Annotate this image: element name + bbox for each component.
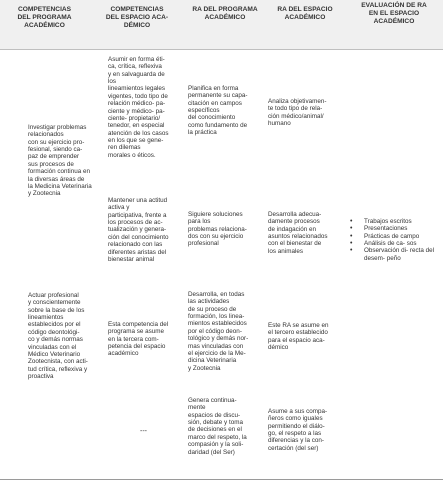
cell-ra-programa-3: Desarrolla, en todas las actividades de su proceso de formación, los linea- mientos establecidos por el código deon- tológico y demás nor- mas vinculadas con el ejercicio de la Me- dicina Veterinaria y Zootecnia [188, 291, 249, 372]
cell-ra-programa-1: Planifica en forma permanente su capa- citación en campos específicos del conocimiento como fundamento de la práctica [188, 85, 248, 137]
cell-competencia-espacio-empty: --- [140, 428, 147, 435]
table-bottom-rule [0, 479, 443, 480]
list-item: • Presentaciones [347, 225, 441, 232]
list-item: • Observación di- recta del desem- peño [347, 247, 441, 262]
header-ra-programa: RA DEL PROGRAMA ACADÉMICO [192, 6, 258, 21]
cell-ra-espacio-1: Analiza objetivamen- te todo tipo de rela- ción médico/animal/ humano [268, 98, 327, 128]
header-evaluacion-ra: EVALUACIÓN DE RA EN EL ESPACIO ACADÉMICO [361, 2, 427, 25]
cell-ra-programa-4: Genera continua- mente espacios de discu- sión, debate y toma de decisiones en el marco del respeto, la compasión y la soli- daridad (del Ser) [188, 397, 247, 456]
cell-competencia-espacio-3: Esta competencia del programa se asume en la tercera com- petencia del espacio académico [108, 321, 169, 358]
cell-competencia-programa-2: Actuar profesional y conscientemente sobre la base de los lineamientos establecidos por el código deontológi- co y demás normas vinculadas con el Médico Veterinario Zootecnista, con acti- tud crítica, reflexiva y proactiva [28, 292, 88, 380]
cell-ra-programa-2: Siguiere soluciones para los problemas relaciona- dos con su ejercicio profesional [188, 211, 247, 248]
cell-competencia-espacio-2: Mantener una actitud activa y participativa, frente a los procesos de ac- tualización y genera- ción del conocimiento relacionado con las diferentes aristas del bienestar animal [108, 197, 169, 263]
cell-competencia-espacio-1: Asumir en forma éti- ca, crítica, reflexiva y en salvaguarda de los lineamientos legales vigentes, todo tipo de relación médico- pa- ciente y médico- pa- ciente- propietario/ tenedor, en especial atención de los casos en los que se gene- ren dilemas morales o éticos. [108, 56, 169, 159]
list-item: • Trabajos escritos [347, 218, 441, 225]
header-ra-espacio: RA DEL ESPACIO ACADÉMICO [277, 6, 333, 21]
cell-competencia-programa-1: Investigar problemas relacionados con su ejercicio pro- fesional, siendo ca- paz de emprender sus procesos de formación continua en la diversas áreas de la Medicina Veterinaria y Zootecnia [28, 124, 92, 198]
header-competencias-programa: COMPETENCIAS DEL PROGRAMA ACADÉMICO [17, 6, 72, 29]
evaluation-methods-list [347, 218, 441, 262]
cell-ra-espacio-2: Desarrolla adecua- damente procesos de indagación en asuntos relacionados con el bienestar de los animales [268, 211, 328, 255]
cell-ra-espacio-4: Asume a sus compa- ñeros como iguales permitiendo el diálo- go, el respeto a las diferencias y la con- certación (del ser) [268, 408, 328, 452]
list-item: • Análisis de ca- sos [347, 240, 441, 247]
list-item: • Prácticas de campo [347, 233, 441, 240]
cell-ra-espacio-3: Este RA se asume en el tercero establecido para el espacio aca- démico [268, 322, 329, 352]
header-competencias-espacio: COMPETENCIAS DEL ESPACIO ACA- DÉMICO [105, 6, 169, 29]
